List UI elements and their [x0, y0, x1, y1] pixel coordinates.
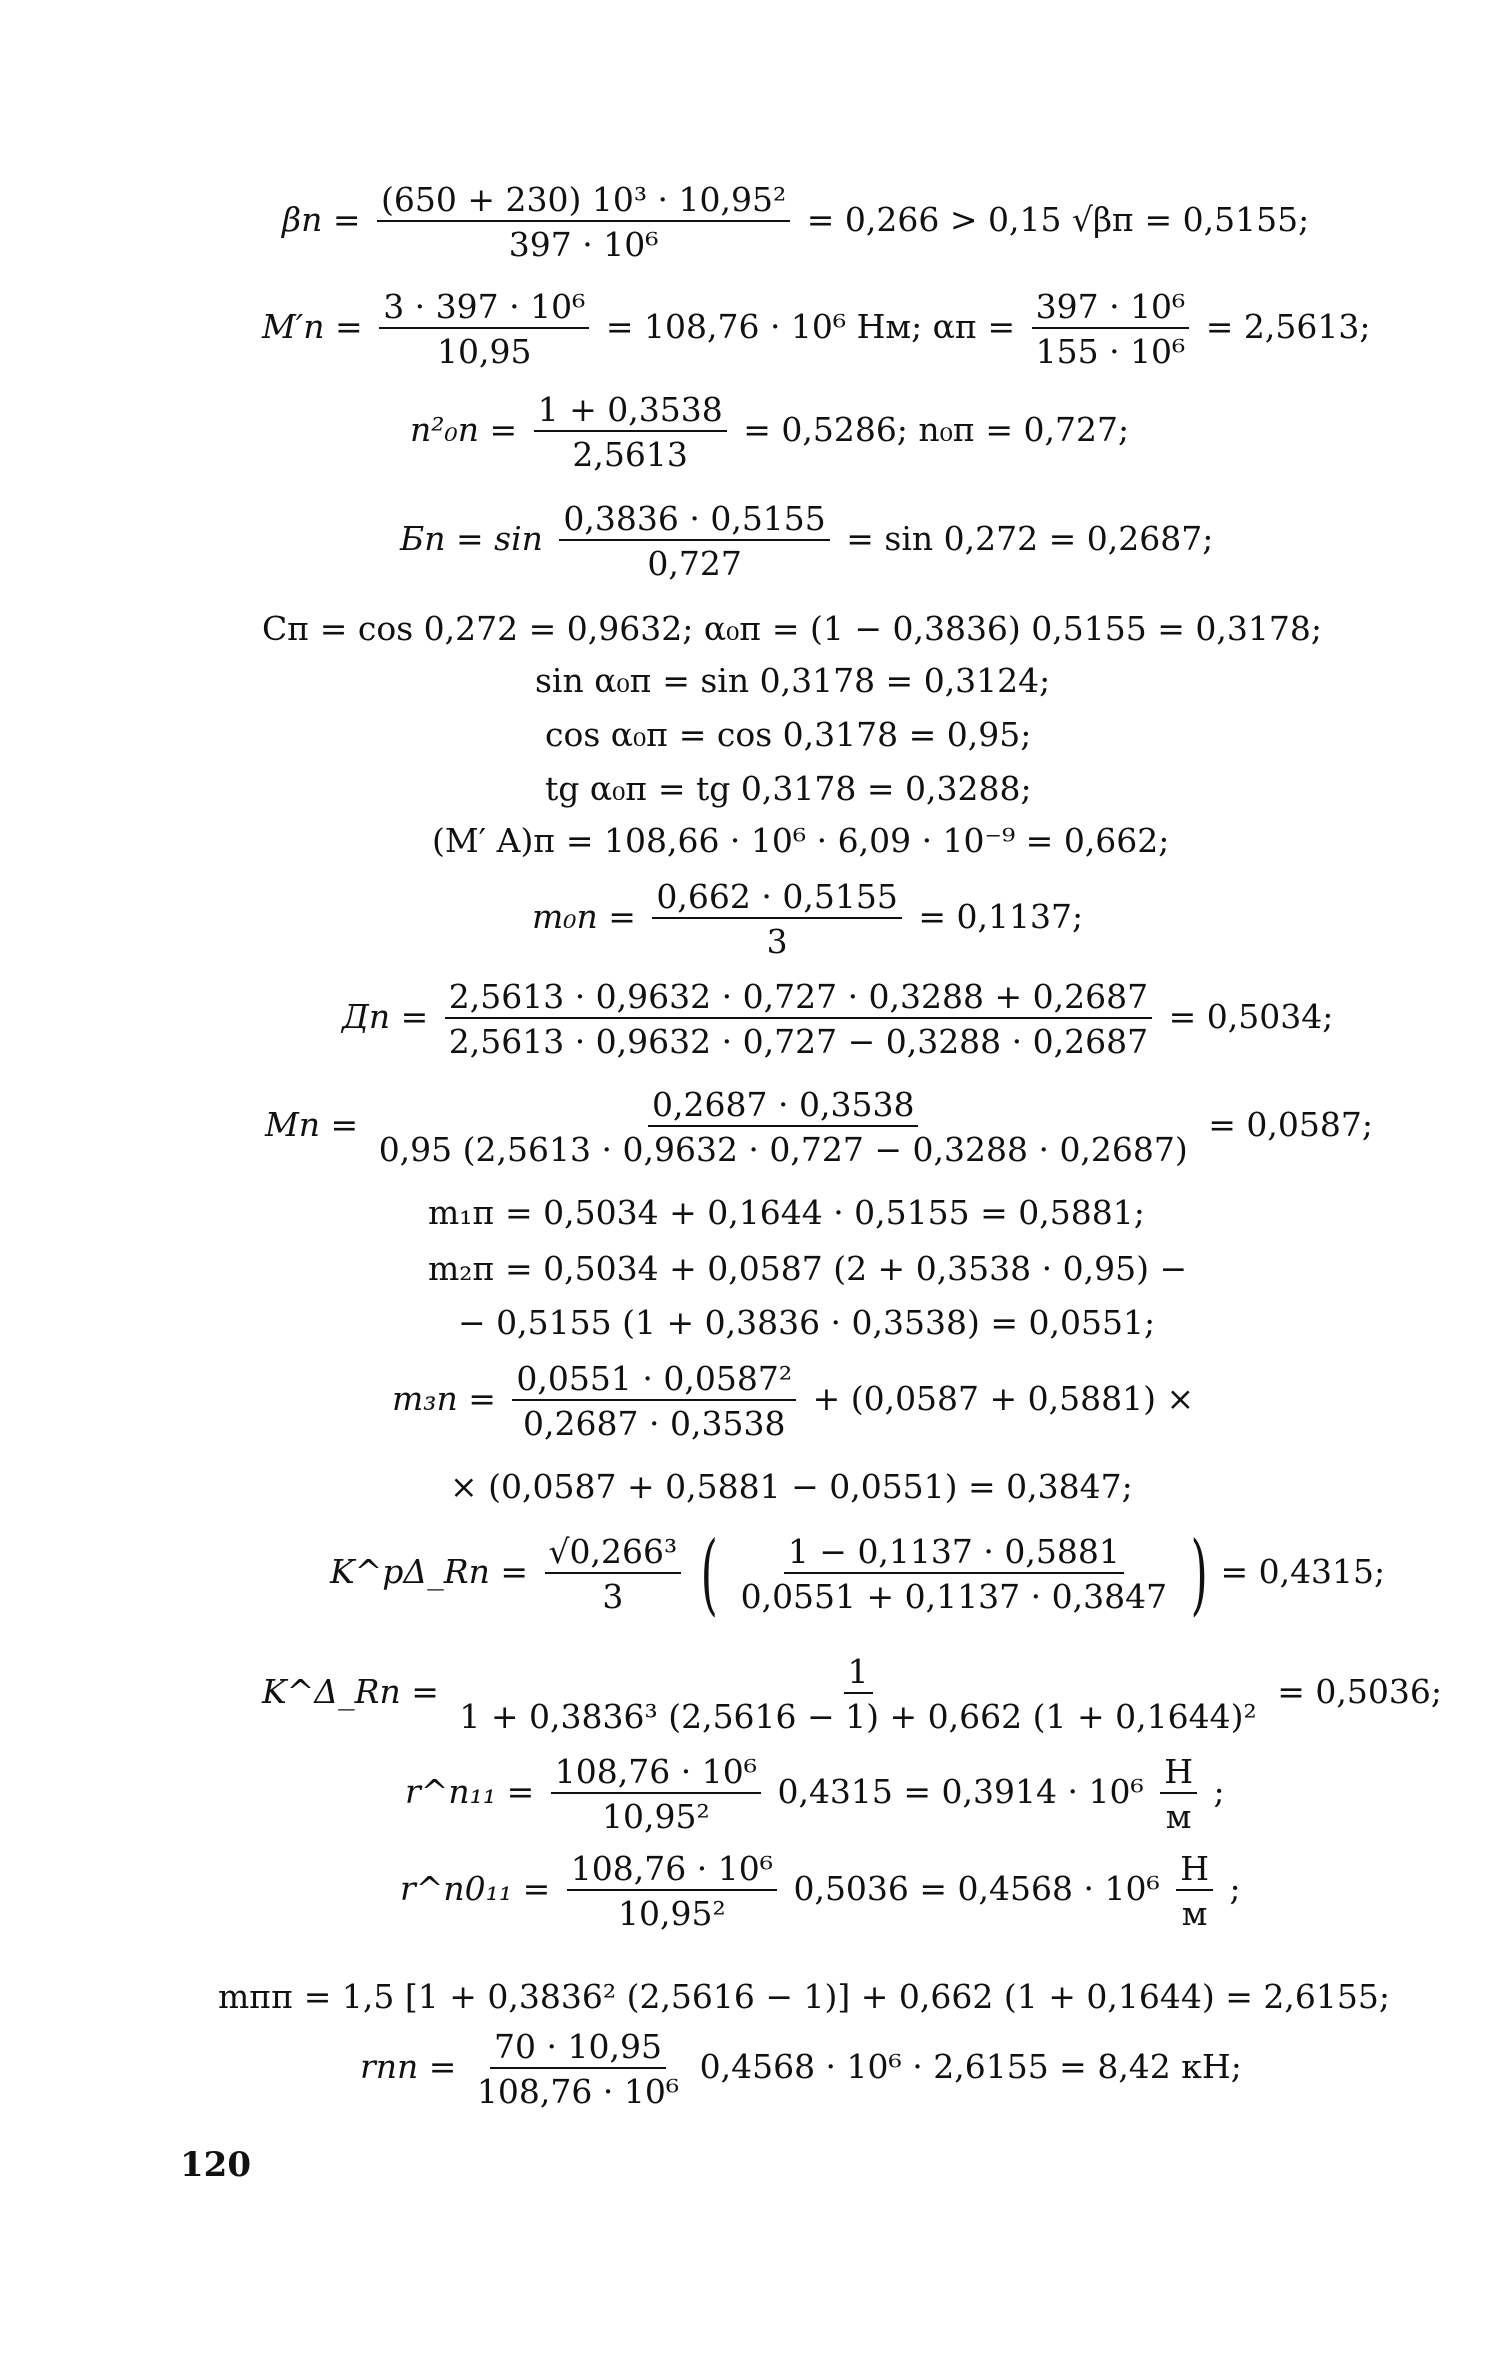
equation-sin: sin α₀п = sin 0,3178 = 0,3124; [535, 661, 1051, 700]
equation-m3 [392, 1359, 1195, 1443]
equation-n0 [410, 390, 1130, 474]
alpha-fraction [1032, 287, 1190, 371]
r2-rhs: ; [1229, 1869, 1241, 1908]
m0-rhs: = 0,1137; [918, 897, 1084, 936]
d-numerator: 2,5613 · 0,9632 · 0,727 · 0,3288 + 0,2687 [445, 980, 1152, 1019]
r2-denominator: 10,95² [618, 1894, 726, 1933]
r2-unit-numerator: Н [1176, 1852, 1213, 1891]
alpha-denominator: 155 · 10⁶ [1035, 332, 1186, 371]
r2-numerator: 108,76 · 10⁶ [567, 1852, 777, 1891]
equation-mp [265, 1085, 1374, 1169]
rpp-lhs: rпп = [360, 2047, 457, 2086]
equation-cos: cos α₀п = cos 0,3178 = 0,95; [545, 715, 1032, 754]
kp-numerator: √0,266³ [545, 1535, 682, 1574]
m0-fraction [652, 877, 901, 961]
rpp-denominator: 108,76 · 10⁶ [476, 2072, 680, 2111]
d-lhs: Дп = [342, 997, 429, 1036]
b-rhs: = sin 0,272 = 0,2687; [846, 519, 1214, 558]
equation-kd [262, 1652, 1442, 1736]
m3-rhs: + (0,0587 + 0,5881) × [812, 1379, 1195, 1418]
m-prime-numerator: 3 · 397 · 10⁶ [379, 290, 589, 329]
equation-m3-line2: × (0,0587 + 0,5881 − 0,0551) = 0,3847; [450, 1467, 1133, 1506]
m-prime-denominator: 10,95 [437, 332, 532, 371]
kd-lhs: K^Δ_Rп = [262, 1672, 439, 1711]
r2-fraction [567, 1849, 777, 1933]
equation-beta [282, 180, 1310, 264]
r2-unit-denominator: м [1181, 1894, 1208, 1933]
equation-r2 [400, 1849, 1241, 1933]
r1-unit-fraction [1160, 1752, 1197, 1836]
n0-numerator: 1 + 0,3538 [534, 393, 727, 432]
r1-lhs: r^п₁₁ = [405, 1772, 535, 1811]
mp-fraction [375, 1085, 1192, 1169]
m3-numerator: 0,0551 · 0,0587² [512, 1362, 796, 1401]
n0-lhs: n²₀п = [410, 410, 518, 449]
kp-rhs: = 0,4315; [1220, 1552, 1386, 1591]
r1-unit-numerator: Н [1160, 1755, 1197, 1794]
d-fraction [445, 977, 1152, 1061]
kp-lhs: K^pΔ_Rп = [330, 1552, 528, 1591]
mp-lhs: Mп = [265, 1105, 359, 1144]
b-lhs: Бп = sin [400, 519, 543, 558]
equation-kp [330, 1522, 1386, 1625]
r1-fraction [551, 1752, 761, 1836]
right-paren: ) [1190, 1522, 1208, 1625]
kp-fraction-inner [737, 1532, 1172, 1616]
b-numerator: 0,3836 · 0,5155 [559, 502, 829, 541]
page-number: 120 [180, 2145, 251, 2185]
equation-c: Cп = cos 0,272 = 0,9632; α₀п = (1 − 0,3836) 0,5155 = 0,3178; [262, 609, 1322, 648]
kd-numerator: 1 [844, 1655, 873, 1694]
n0-fraction [534, 390, 727, 474]
b-fraction [559, 499, 829, 583]
equation-m-prime [262, 287, 1371, 371]
r1-mid: 0,4315 = 0,3914 · 10⁶ [777, 1772, 1144, 1811]
r2-lhs: r^п0₁₁ = [400, 1869, 551, 1908]
alpha-numerator: 397 · 10⁶ [1032, 290, 1190, 329]
r1-rhs: ; [1213, 1772, 1225, 1811]
r1-numerator: 108,76 · 10⁶ [551, 1755, 761, 1794]
equation-m0 [532, 877, 1084, 961]
m-prime-fraction [379, 287, 589, 371]
m0-numerator: 0,662 · 0,5155 [652, 880, 901, 919]
equation-ma: (M′ A)п = 108,66 · 10⁶ · 6,09 · 10⁻⁹ = 0,662; [432, 821, 1170, 860]
equation-d [342, 977, 1334, 1061]
m3-denominator: 0,2687 · 0,3538 [523, 1404, 786, 1443]
beta-fraction [377, 180, 790, 264]
equation-m1: m₁п = 0,5034 + 0,1644 · 0,5155 = 0,5881; [428, 1193, 1145, 1232]
beta-rhs: = 0,266 > 0,15 √βп = 0,5155; [806, 200, 1310, 239]
kd-fraction [455, 1652, 1260, 1736]
kp-denominator: 3 [602, 1577, 624, 1616]
equation-m2-line1: m₂п = 0,5034 + 0,0587 (2 + 0,3538 · 0,95) − [428, 1249, 1188, 1288]
mp-numerator: 0,2687 · 0,3538 [648, 1088, 918, 1127]
m0-lhs: m₀п = [532, 897, 636, 936]
equation-mpp: mпп = 1,5 [1 + 0,3836² (2,5616 − 1)] + 0,662 (1 + 0,1644) = 2,6155; [218, 1977, 1390, 2016]
kp-inner-denominator: 0,0551 + 0,1137 · 0,3847 [740, 1577, 1168, 1616]
equation-r1 [405, 1752, 1225, 1836]
equation-b [400, 499, 1214, 583]
mp-rhs: = 0,0587; [1208, 1105, 1374, 1144]
kp-fraction-root [545, 1532, 682, 1616]
beta-denominator: 397 · 10⁶ [508, 225, 659, 264]
n0-rhs: = 0,5286; n₀п = 0,727; [743, 410, 1130, 449]
m3-lhs: m₃п = [392, 1379, 496, 1418]
rpp-fraction [473, 2027, 683, 2111]
equation-tg: tg α₀п = tg 0,3178 = 0,3288; [545, 769, 1032, 808]
alpha-rhs: = 2,5613; [1205, 307, 1371, 346]
kd-denominator: 1 + 0,3836³ (2,5616 − 1) + 0,662 (1 + 0,1644)² [459, 1697, 1257, 1736]
equation-m2-line2: − 0,5155 (1 + 0,3836 · 0,3538) = 0,0551; [458, 1303, 1156, 1342]
m-prime-lhs: M′п = [262, 307, 363, 346]
b-denominator: 0,727 [647, 544, 742, 583]
r1-unit-denominator: м [1165, 1797, 1192, 1836]
beta-numerator: (650 + 230) 10³ · 10,95² [377, 183, 790, 222]
m0-denominator: 3 [766, 922, 788, 961]
rpp-rhs: 0,4568 · 10⁶ · 2,6155 = 8,42 кН; [699, 2047, 1242, 2086]
d-denominator: 2,5613 · 0,9632 · 0,727 − 0,3288 · 0,2687 [448, 1022, 1149, 1061]
equation-rpp [360, 2027, 1242, 2111]
d-rhs: = 0,5034; [1168, 997, 1334, 1036]
r2-mid: 0,5036 = 0,4568 · 10⁶ [793, 1869, 1160, 1908]
m3-fraction [512, 1359, 796, 1443]
mp-denominator: 0,95 (2,5613 · 0,9632 · 0,727 − 0,3288 · 0,2687) [378, 1130, 1188, 1169]
r2-unit-fraction [1176, 1849, 1213, 1933]
left-paren: ( [700, 1522, 718, 1625]
m-prime-mid: = 108,76 · 10⁶ Нм; αп = [605, 307, 1016, 346]
kd-rhs: = 0,5036; [1277, 1672, 1442, 1711]
n0-denominator: 2,5613 [572, 435, 688, 474]
beta-lhs: βп = [282, 200, 361, 239]
r1-denominator: 10,95² [602, 1797, 710, 1836]
kp-inner-numerator: 1 − 0,1137 · 0,5881 [784, 1535, 1124, 1574]
rpp-numerator: 70 · 10,95 [490, 2030, 666, 2069]
